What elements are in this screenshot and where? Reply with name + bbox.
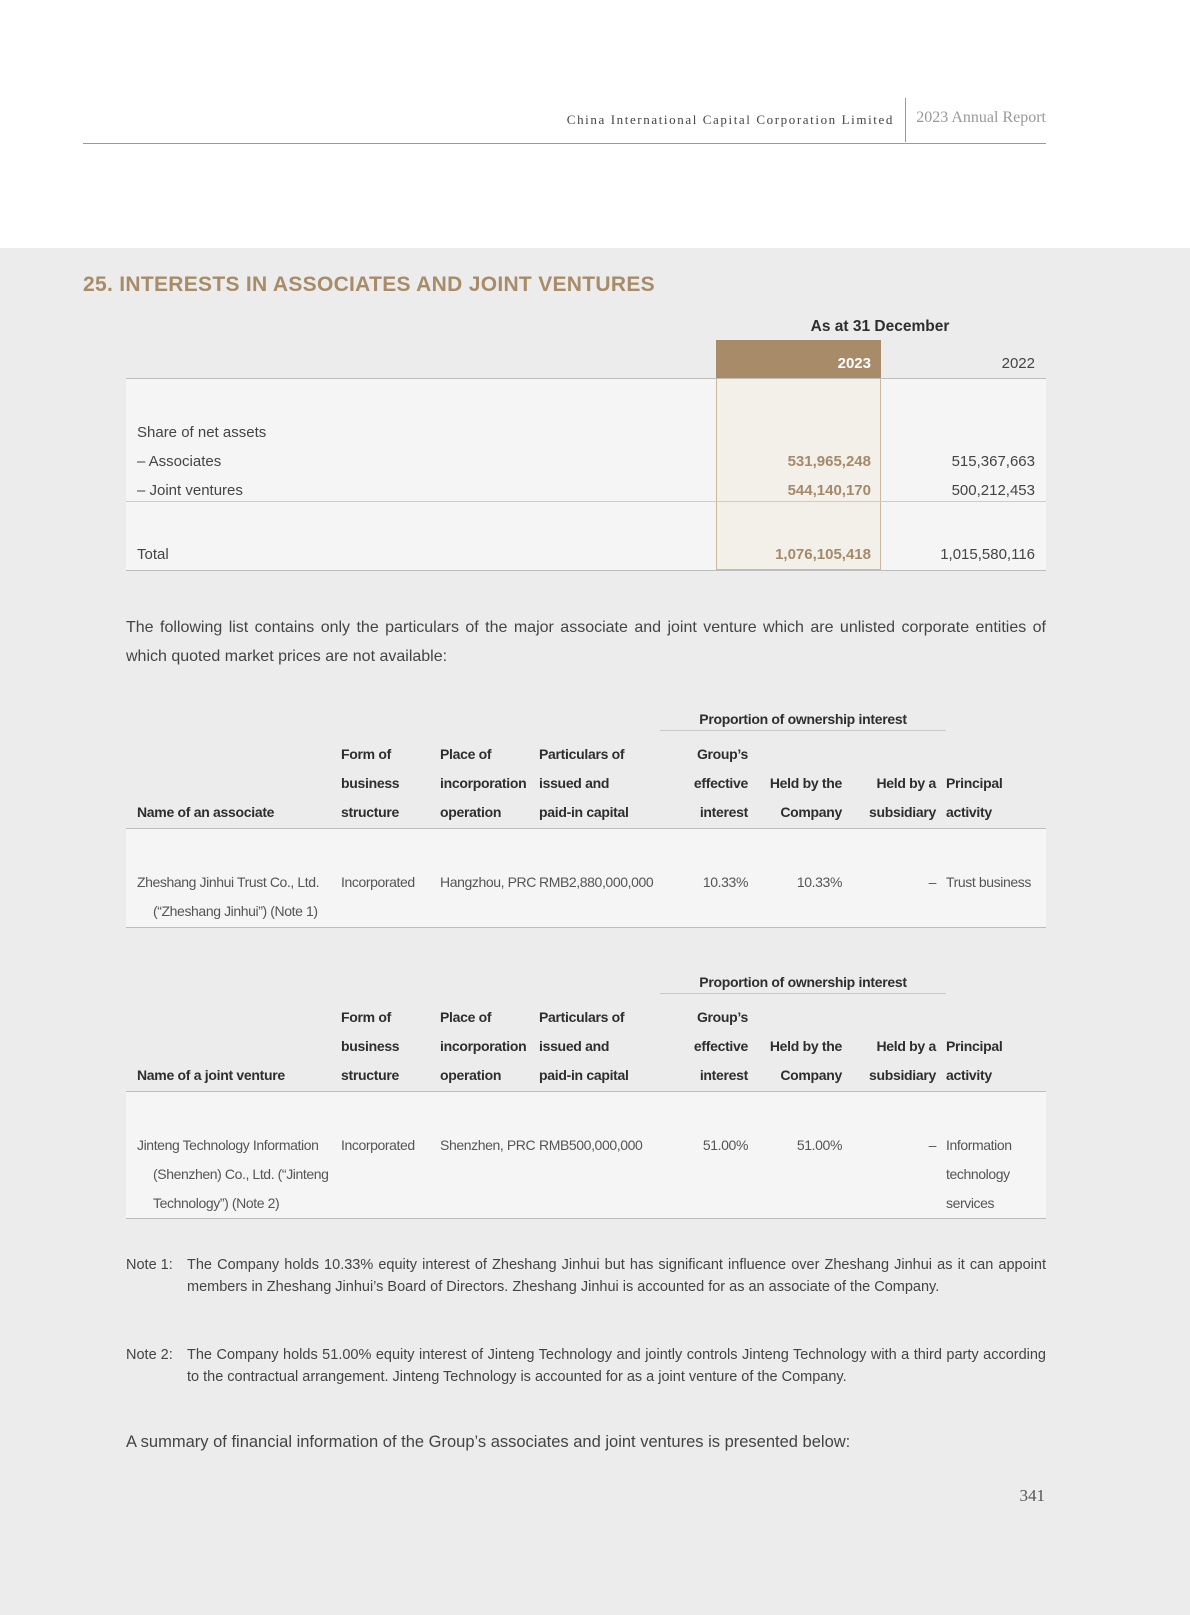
header-report: 2023 Annual Report — [916, 109, 1046, 126]
column-header-company: Company — [780, 1067, 842, 1083]
cell-form: Incorporated — [341, 1137, 415, 1153]
column-header-capital: paid-in capital — [539, 804, 629, 820]
column-header-place: Place of — [440, 746, 492, 762]
column-header-form: structure — [341, 804, 399, 820]
column-header-form: business — [341, 775, 400, 791]
note-2 — [126, 1344, 1046, 1388]
cell-group: 10.33% — [702, 874, 748, 890]
column-header-place: operation — [440, 1067, 502, 1083]
value-total-2022: 1,015,580,116 — [940, 546, 1035, 563]
header-divider — [905, 98, 906, 142]
cell-name: Jinteng Technology Information — [137, 1137, 319, 1153]
header-rule — [83, 143, 1046, 144]
value-associates-2023: 531,965,248 — [787, 453, 871, 470]
column-header-subsidiary: Held by a — [876, 1038, 936, 1054]
cell-capital: RMB2,880,000,000 — [539, 874, 654, 890]
column-header-capital: Particulars of — [539, 1009, 625, 1025]
column-header-company: Held by the — [769, 1038, 842, 1054]
column-header-place: incorporation — [440, 1038, 527, 1054]
cell-activity: services — [946, 1195, 995, 1211]
column-header-activity: Principal — [946, 1038, 1003, 1054]
header-company: China International Capital Corporation Limited — [566, 112, 894, 127]
cell-place: Hangzhou, PRC — [440, 874, 536, 890]
row-label-associates: – Associates — [137, 453, 222, 470]
value-jv-2022: 500,212,453 — [951, 482, 1035, 499]
cell-place: Shenzhen, PRC — [440, 1137, 536, 1153]
note-label: Note 2: — [126, 1347, 173, 1363]
table-body-bg — [126, 378, 1046, 570]
column-header-activity: activity — [946, 1067, 992, 1083]
group-header: Proportion of ownership interest — [699, 974, 907, 990]
column-header-group: interest — [699, 804, 748, 820]
column-header-group: Group’s — [696, 746, 748, 762]
page-number: 341 — [1019, 1486, 1045, 1505]
column-header-activity: Principal — [946, 775, 1003, 791]
column-header-capital: issued and — [539, 775, 610, 791]
column-header-company: Company — [780, 804, 842, 820]
column-header-2023: 2023 — [837, 355, 871, 372]
row-label-joint-ventures: – Joint ventures — [137, 482, 243, 499]
summary-paragraph: A summary of financial information of the Group’s associates and joint ventures is presented below: — [126, 1433, 851, 1451]
note-label: Note 1: — [126, 1257, 173, 1273]
group-header: Proportion of ownership interest — [699, 711, 907, 727]
cell-name: (“Zheshang Jinhui”) (Note 1) — [153, 903, 318, 919]
cell-group: 51.00% — [702, 1137, 748, 1153]
column-header-group: effective — [693, 1038, 748, 1054]
column-2023-highlight — [716, 378, 881, 570]
column-header-form: structure — [341, 1067, 399, 1083]
cell-company: 51.00% — [796, 1137, 842, 1153]
cell-subsidiary: – — [928, 1137, 936, 1153]
column-header-capital: Particulars of — [539, 746, 625, 762]
cell-name: Zheshang Jinhui Trust Co., Ltd. — [137, 874, 320, 890]
note-text: The Company holds 51.00% equity interest of Jinteng Technology and jointly controls Jinteng Technology with a third party according to the contractual arrangement. Jinteng Technology is accounted for as a joint venture of the Company. — [187, 1347, 1046, 1385]
column-header-place: operation — [440, 804, 502, 820]
column-header-2022: 2022 — [1001, 355, 1035, 372]
note-text: The Company holds 10.33% equity interest of Zheshang Jinhui but has significant influence over Zheshang Jinhui as it can appoint members in Zheshang Jinhui’s Board of Directors. Zheshang Jinhui is accounted for as an associate of the Company. — [187, 1257, 1046, 1295]
column-header-place: Place of — [440, 1009, 492, 1025]
column-header-form: Form of — [341, 746, 392, 762]
value-total-2023: 1,076,105,418 — [775, 546, 871, 563]
row-label-section: Share of net assets — [137, 424, 267, 441]
cell-form: Incorporated — [341, 874, 415, 890]
section-title: 25. INTERESTS IN ASSOCIATES AND JOINT VENTURES — [83, 273, 655, 296]
cell-name: (Shenzhen) Co., Ltd. (“Jinteng — [153, 1166, 329, 1182]
value-associates-2022: 515,367,663 — [951, 453, 1035, 470]
row-label-total: Total — [137, 546, 169, 563]
note-1 — [126, 1254, 1046, 1298]
column-header-form: business — [341, 1038, 400, 1054]
column-header-capital: issued and — [539, 1038, 610, 1054]
column-header-place: incorporation — [440, 775, 527, 791]
column-header-form: Form of — [341, 1009, 392, 1025]
column-header-name: Name of a joint venture — [137, 1067, 285, 1083]
cell-capital: RMB500,000,000 — [539, 1137, 643, 1153]
intro-paragraph: The following list contains only the particulars of the major associate and joint venture which are unlisted corporate entities of which quoted market prices are not available: — [126, 619, 1046, 665]
column-header-name: Name of an associate — [137, 804, 275, 820]
column-header-activity: activity — [946, 804, 992, 820]
cell-activity: Information — [946, 1137, 1012, 1153]
column-header-subsidiary: Held by a — [876, 775, 936, 791]
cell-activity: Trust business — [946, 874, 1031, 890]
cell-activity: technology — [946, 1166, 1010, 1182]
cell-company: 10.33% — [796, 874, 842, 890]
cell-name: Technology”) (Note 2) — [153, 1195, 280, 1211]
column-header-group: Group’s — [696, 1009, 748, 1025]
cell-subsidiary: – — [928, 874, 936, 890]
column-header-group: effective — [693, 775, 748, 791]
table-group-header: As at 31 December — [810, 318, 950, 335]
value-jv-2023: 544,140,170 — [787, 482, 871, 499]
column-header-group: interest — [699, 1067, 748, 1083]
column-header-company: Held by the — [769, 775, 842, 791]
column-header-subsidiary: subsidiary — [868, 1067, 936, 1083]
column-header-subsidiary: subsidiary — [868, 804, 936, 820]
column-header-capital: paid-in capital — [539, 1067, 629, 1083]
